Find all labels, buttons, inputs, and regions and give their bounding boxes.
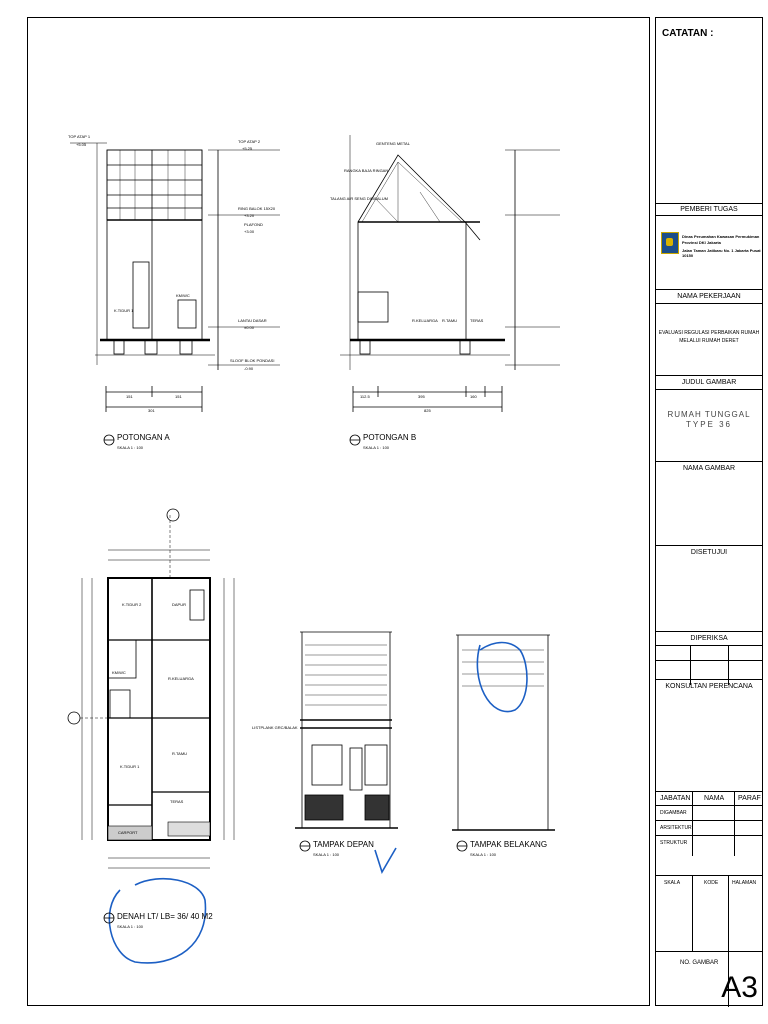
plafond-lvl: +3.00 bbox=[244, 229, 255, 234]
room-b2: R.TAMU bbox=[442, 318, 458, 323]
top-roof1: TOP ATAP 1 bbox=[68, 134, 91, 139]
front-note: LISTPLANK GRC/BALAK bbox=[252, 725, 298, 730]
section-a-title: POTONGAN A bbox=[117, 433, 170, 442]
plan-room-3: KM/WC bbox=[112, 670, 126, 675]
dim-301: 301 bbox=[148, 408, 155, 413]
lantai-lvl: ±0.00 bbox=[244, 325, 254, 330]
top-roof2-lvl: +5.25 bbox=[242, 146, 253, 151]
dim-395: 395 bbox=[418, 394, 425, 399]
plan-room-6: K.TIDUR 1 bbox=[120, 764, 140, 769]
plan-scale: SKALA 1 : 100 bbox=[117, 924, 144, 929]
dim-151a: 151 bbox=[126, 394, 133, 399]
disetujui-header: DISETUJUI bbox=[656, 545, 762, 559]
dim-160: 160 bbox=[470, 394, 477, 399]
pemberi-tugas-box: Dinas Perumahan Kawasan Permukiman Provinsi DKI Jakarta Jalan Taman Jatibaru No. 1 Jakarta Pusat 10150 bbox=[656, 215, 762, 289]
plan-room-2: DAPUR bbox=[172, 602, 187, 607]
dim-825: 825 bbox=[424, 408, 431, 413]
rear-scale: SKALA 1 : 100 bbox=[470, 852, 497, 857]
rear-elevation bbox=[452, 635, 555, 830]
dim-1125: 112.5 bbox=[360, 394, 370, 399]
role-row-digambar: DIGAMBAR bbox=[656, 805, 762, 820]
konsultan-header: KONSULTAN PERENCANA bbox=[656, 679, 762, 693]
section-a-scale: SKALA 1 : 100 bbox=[117, 445, 144, 450]
dim-151b: 151 bbox=[175, 394, 182, 399]
catatan-label: CATATAN : bbox=[662, 28, 714, 39]
top-roof2: TOP ATAP 2 bbox=[238, 139, 261, 144]
plan-room-1: K.TIDUR 2 bbox=[122, 602, 142, 607]
room-a1: K.TIDUR 1 bbox=[114, 308, 134, 313]
diperiksa-header: DIPERIKSA bbox=[656, 631, 762, 645]
jabatan-header-row: JABATAN NAMA PARAF bbox=[656, 791, 762, 805]
room-a2: KM/WC bbox=[176, 293, 190, 298]
plan-room-7: TERAS bbox=[170, 799, 184, 804]
top-roof1-lvl: +5.05 bbox=[76, 142, 87, 147]
pemberi-tugas-header: PEMBERI TUGAS bbox=[656, 203, 762, 215]
government-logo-icon bbox=[661, 232, 679, 254]
plan-title: DENAH LT/ LB= 36/ 40 M2 bbox=[117, 912, 213, 921]
front-title: TAMPAK DEPAN bbox=[313, 840, 374, 849]
plafond: PLAFOND bbox=[244, 222, 263, 227]
lantai: LANTAI DASAR bbox=[238, 318, 267, 323]
nama-pekerjaan-header: NAMA PEKERJAAN bbox=[656, 289, 762, 303]
front-scale: SKALA 1 : 100 bbox=[313, 852, 340, 857]
room-b1: R.KELUARGA bbox=[412, 318, 438, 323]
plan-room-8: CARPORT bbox=[118, 830, 138, 835]
role-row-arsitektur: ARSITEKTUR bbox=[656, 820, 762, 835]
rangka: RANGKA BAJA RINGAN bbox=[344, 168, 389, 173]
rear-title: TAMPAK BELAKANG bbox=[470, 840, 548, 849]
sloof: SLOOF BLOK PONDASI bbox=[230, 358, 275, 363]
nama-gambar-header: NAMA GAMBAR bbox=[656, 461, 762, 475]
floor-plan bbox=[80, 515, 234, 868]
judul-gambar-header: JUDUL GAMBAR bbox=[656, 375, 762, 389]
ring-lvl: +3.20 bbox=[244, 213, 255, 218]
no-gambar-box: NO. GAMBAR A3 bbox=[656, 951, 762, 1007]
section-b-title: POTONGAN B bbox=[363, 433, 417, 442]
section-a bbox=[70, 143, 280, 412]
role-row-struktur: STRUKTUR bbox=[656, 835, 762, 850]
section-b-scale: SKALA 1 : 100 bbox=[363, 445, 390, 450]
ring-balok: RING BALOK 15X20 bbox=[238, 206, 276, 211]
sloof-lvl: -0.90 bbox=[244, 366, 254, 371]
room-b3: TERAS bbox=[470, 318, 484, 323]
talang: TALANG AIR SENG DINGALUM bbox=[330, 196, 388, 201]
plan-room-4: R.KELUARGA bbox=[168, 676, 194, 681]
nama-pekerjaan-box: EVALUASI REGULASI PERBAIKAN RUMAH MELALUI RUMAH DERET bbox=[656, 303, 762, 375]
plan-room-5: R.TAMU bbox=[172, 751, 188, 756]
section-markers bbox=[68, 435, 467, 923]
section-b bbox=[340, 135, 560, 412]
skala-row: SKALA KODE HALAMAN bbox=[656, 875, 762, 891]
genteng: GENTENG METAL bbox=[376, 141, 410, 146]
sheet-number: A3 bbox=[721, 971, 758, 1004]
front-elevation bbox=[295, 632, 398, 828]
title-block bbox=[655, 17, 763, 1006]
judul-gambar-box: RUMAH TUNGGAL TYPE 36 bbox=[656, 389, 762, 461]
